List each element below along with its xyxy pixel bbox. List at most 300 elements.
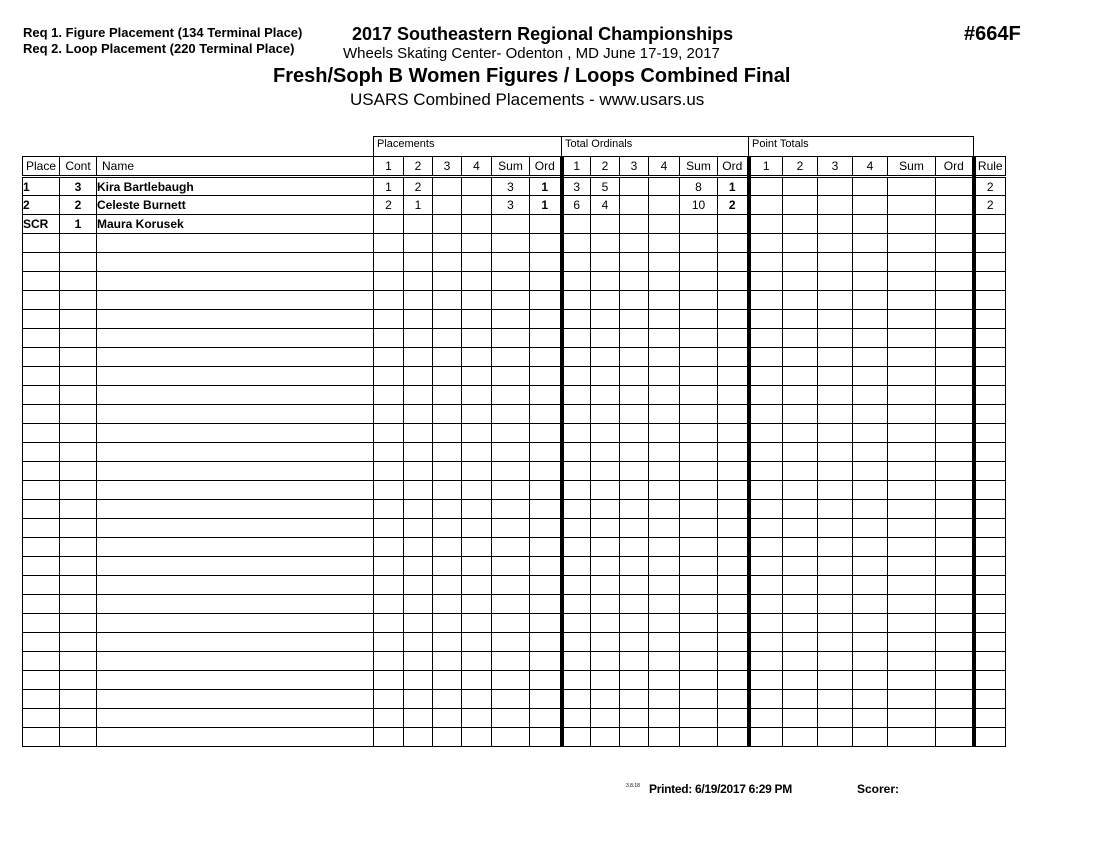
cell-point-totals-6 (936, 538, 974, 557)
cell-total-ordinals-3 (620, 272, 649, 291)
cell-placements-3 (433, 576, 462, 595)
cell-cont (60, 728, 97, 747)
cell-point-totals-2 (783, 405, 818, 424)
cell-name (97, 405, 374, 424)
cell-total-ordinals-4 (649, 519, 680, 538)
col-header-pt-sum: Sum (888, 157, 936, 177)
cell-cont (60, 348, 97, 367)
cell-total-ordinals-2 (591, 291, 620, 310)
cell-rule (974, 386, 1006, 405)
cell-placements-6 (530, 728, 562, 747)
cell-total-ordinals-2 (591, 652, 620, 671)
cell-placements-2 (404, 595, 433, 614)
cell-total-ordinals-1 (562, 652, 591, 671)
cell-name (97, 633, 374, 652)
col-header-pl-3: 3 (433, 157, 462, 177)
cell-total-ordinals-2 (591, 690, 620, 709)
cell-total-ordinals-2 (591, 405, 620, 424)
cell-placements-4 (462, 614, 492, 633)
cell-point-totals-4 (853, 500, 888, 519)
cell-total-ordinals-6 (718, 652, 749, 671)
column-header-row (23, 157, 1006, 177)
cell-rule (974, 481, 1006, 500)
cell-total-ordinals-3 (620, 234, 649, 253)
cell-placements-2 (404, 462, 433, 481)
cell-total-ordinals-6 (718, 253, 749, 272)
cell-placements-5: 3 (492, 196, 530, 215)
cell-point-totals-6 (936, 386, 974, 405)
table-row (23, 595, 1006, 614)
cell-total-ordinals-5: 8 (680, 177, 718, 196)
cell-total-ordinals-6 (718, 595, 749, 614)
cell-total-ordinals-1 (562, 709, 591, 728)
cell-placements-3 (433, 671, 462, 690)
col-header-to-sum: Sum (680, 157, 718, 177)
group-header-placements: Placements (373, 136, 562, 157)
printed-timestamp: Printed: 6/19/2017 6:29 PM (649, 782, 792, 796)
cell-rule (974, 538, 1006, 557)
cell-placements-1 (374, 690, 404, 709)
cell-placements-6 (530, 272, 562, 291)
cell-placements-4 (462, 234, 492, 253)
cell-total-ordinals-3 (620, 386, 649, 405)
cell-total-ordinals-1 (562, 405, 591, 424)
cell-place (23, 709, 60, 728)
cell-total-ordinals-1 (562, 519, 591, 538)
cell-point-totals-5 (888, 481, 936, 500)
cell-total-ordinals-4 (649, 424, 680, 443)
cell-total-ordinals-5 (680, 215, 718, 234)
cell-point-totals-4 (853, 272, 888, 291)
cell-placements-6 (530, 614, 562, 633)
cell-point-totals-5 (888, 443, 936, 462)
cell-point-totals-5 (888, 234, 936, 253)
cell-point-totals-6 (936, 633, 974, 652)
group-header-total-ordinals: Total Ordinals (561, 136, 749, 157)
cell-placements-5 (492, 291, 530, 310)
cell-placements-4 (462, 348, 492, 367)
cell-total-ordinals-5 (680, 253, 718, 272)
cell-name (97, 652, 374, 671)
cell-total-ordinals-2: 4 (591, 196, 620, 215)
cell-total-ordinals-6 (718, 329, 749, 348)
cell-total-ordinals-2 (591, 576, 620, 595)
cell-placements-4 (462, 462, 492, 481)
cell-total-ordinals-3 (620, 215, 649, 234)
cell-placements-6 (530, 671, 562, 690)
cell-placements-4 (462, 367, 492, 386)
cell-placements-4 (462, 595, 492, 614)
cell-total-ordinals-5 (680, 538, 718, 557)
cell-placements-5 (492, 348, 530, 367)
col-header-pl-sum: Sum (492, 157, 530, 177)
cell-point-totals-4 (853, 614, 888, 633)
cell-total-ordinals-2 (591, 709, 620, 728)
table-row (23, 614, 1006, 633)
cell-total-ordinals-6 (718, 405, 749, 424)
cell-total-ordinals-2 (591, 500, 620, 519)
cell-total-ordinals-3 (620, 291, 649, 310)
cell-total-ordinals-3 (620, 614, 649, 633)
cell-placements-6 (530, 329, 562, 348)
table-row (23, 690, 1006, 709)
cell-rule (974, 576, 1006, 595)
cell-total-ordinals-6: 2 (718, 196, 749, 215)
cell-point-totals-4 (853, 538, 888, 557)
cell-point-totals-1 (749, 253, 783, 272)
cell-point-totals-6 (936, 690, 974, 709)
cell-cont (60, 386, 97, 405)
cell-placements-6 (530, 348, 562, 367)
table-row (23, 519, 1006, 538)
cell-point-totals-5 (888, 196, 936, 215)
cell-placements-4 (462, 291, 492, 310)
cell-placements-6 (530, 405, 562, 424)
cell-total-ordinals-4 (649, 462, 680, 481)
cell-total-ordinals-1 (562, 557, 591, 576)
cell-total-ordinals-6 (718, 215, 749, 234)
cell-place (23, 329, 60, 348)
cell-point-totals-4 (853, 728, 888, 747)
cell-total-ordinals-4 (649, 538, 680, 557)
cell-point-totals-6 (936, 424, 974, 443)
cell-point-totals-4 (853, 329, 888, 348)
cell-point-totals-6 (936, 728, 974, 747)
cell-name: Kira Bartlebaugh (97, 177, 374, 196)
cell-rule (974, 595, 1006, 614)
cell-total-ordinals-1 (562, 348, 591, 367)
cell-placements-1 (374, 633, 404, 652)
cell-point-totals-6 (936, 291, 974, 310)
cell-total-ordinals-5 (680, 728, 718, 747)
cell-point-totals-1 (749, 177, 783, 196)
cell-total-ordinals-4 (649, 386, 680, 405)
cell-placements-3 (433, 348, 462, 367)
cell-placements-2 (404, 709, 433, 728)
table-row (23, 367, 1006, 386)
cell-placements-3 (433, 329, 462, 348)
cell-place: 1 (23, 177, 60, 196)
report-subtitle: USARS Combined Placements - www.usars.us (350, 90, 705, 109)
software-version: 3.8.18 (626, 783, 640, 789)
cell-total-ordinals-5 (680, 424, 718, 443)
cell-cont: 1 (60, 215, 97, 234)
cell-total-ordinals-2 (591, 671, 620, 690)
cell-total-ordinals-5 (680, 272, 718, 291)
cell-total-ordinals-4 (649, 614, 680, 633)
cell-point-totals-1 (749, 633, 783, 652)
cell-placements-3 (433, 462, 462, 481)
cell-point-totals-2 (783, 557, 818, 576)
cell-total-ordinals-5 (680, 652, 718, 671)
cell-cont (60, 272, 97, 291)
cell-total-ordinals-6 (718, 500, 749, 519)
cell-point-totals-1 (749, 519, 783, 538)
col-header-pt-ord: Ord (936, 157, 974, 177)
cell-total-ordinals-5 (680, 329, 718, 348)
cell-point-totals-2 (783, 576, 818, 595)
cell-placements-5 (492, 272, 530, 291)
cell-rule (974, 709, 1006, 728)
cell-point-totals-1 (749, 405, 783, 424)
cell-placements-3 (433, 405, 462, 424)
cell-point-totals-6 (936, 443, 974, 462)
cell-point-totals-2 (783, 291, 818, 310)
cell-point-totals-2 (783, 709, 818, 728)
cell-cont (60, 633, 97, 652)
cell-total-ordinals-3 (620, 443, 649, 462)
cell-point-totals-6 (936, 576, 974, 595)
cell-placements-2 (404, 443, 433, 462)
cell-point-totals-2 (783, 614, 818, 633)
cell-place (23, 291, 60, 310)
cell-place (23, 424, 60, 443)
cell-placements-3 (433, 291, 462, 310)
cell-point-totals-5 (888, 215, 936, 234)
col-header-pl-2: 2 (404, 157, 433, 177)
cell-point-totals-1 (749, 538, 783, 557)
cell-total-ordinals-2 (591, 215, 620, 234)
cell-point-totals-4 (853, 443, 888, 462)
cell-placements-3 (433, 633, 462, 652)
cell-placements-1 (374, 538, 404, 557)
table-row (23, 310, 1006, 329)
cell-placements-1 (374, 386, 404, 405)
cell-place (23, 386, 60, 405)
cell-total-ordinals-4 (649, 291, 680, 310)
cell-placements-5: 3 (492, 177, 530, 196)
cell-placements-1 (374, 367, 404, 386)
cell-point-totals-2 (783, 348, 818, 367)
cell-total-ordinals-3 (620, 728, 649, 747)
cell-point-totals-3 (818, 538, 853, 557)
cell-point-totals-3 (818, 424, 853, 443)
cell-total-ordinals-5 (680, 481, 718, 500)
cell-point-totals-6 (936, 329, 974, 348)
cell-total-ordinals-4 (649, 671, 680, 690)
cell-point-totals-5 (888, 538, 936, 557)
cell-point-totals-5 (888, 462, 936, 481)
cell-total-ordinals-3 (620, 595, 649, 614)
cell-total-ordinals-2 (591, 595, 620, 614)
cell-total-ordinals-4 (649, 557, 680, 576)
cell-point-totals-1 (749, 709, 783, 728)
cell-rule (974, 291, 1006, 310)
cell-placements-1 (374, 576, 404, 595)
cell-total-ordinals-3 (620, 253, 649, 272)
cell-placements-6 (530, 652, 562, 671)
cell-placements-3 (433, 690, 462, 709)
cell-placements-2 (404, 690, 433, 709)
cell-place (23, 690, 60, 709)
col-header-pt-4: 4 (853, 157, 888, 177)
cell-place (23, 576, 60, 595)
cell-placements-4 (462, 709, 492, 728)
cell-total-ordinals-6: 1 (718, 177, 749, 196)
cell-placements-3 (433, 519, 462, 538)
cell-rule (974, 234, 1006, 253)
cell-total-ordinals-6 (718, 671, 749, 690)
cell-point-totals-3 (818, 481, 853, 500)
cell-total-ordinals-1 (562, 386, 591, 405)
cell-placements-2 (404, 424, 433, 443)
cell-total-ordinals-6 (718, 557, 749, 576)
cell-rule (974, 253, 1006, 272)
cell-placements-2 (404, 519, 433, 538)
cell-point-totals-6 (936, 652, 974, 671)
cell-place (23, 652, 60, 671)
cell-placements-3 (433, 253, 462, 272)
table-row (23, 329, 1006, 348)
table-row (23, 557, 1006, 576)
cell-point-totals-4 (853, 348, 888, 367)
cell-placements-1 (374, 329, 404, 348)
cell-rule (974, 614, 1006, 633)
cell-place (23, 234, 60, 253)
cell-point-totals-3 (818, 272, 853, 291)
cell-total-ordinals-3 (620, 196, 649, 215)
cell-total-ordinals-6 (718, 386, 749, 405)
cell-point-totals-3 (818, 462, 853, 481)
cell-total-ordinals-1 (562, 329, 591, 348)
cell-placements-4 (462, 253, 492, 272)
cell-total-ordinals-1 (562, 614, 591, 633)
cell-placements-4 (462, 690, 492, 709)
cell-total-ordinals-1 (562, 272, 591, 291)
cell-cont (60, 576, 97, 595)
cell-point-totals-5 (888, 177, 936, 196)
cell-point-totals-1 (749, 234, 783, 253)
cell-point-totals-3 (818, 576, 853, 595)
cell-total-ordinals-3 (620, 538, 649, 557)
cell-point-totals-1 (749, 614, 783, 633)
cell-rule (974, 329, 1006, 348)
cell-total-ordinals-5 (680, 310, 718, 329)
col-header-pl-1: 1 (374, 157, 404, 177)
event-name: Fresh/Soph B Women Figures / Loops Combined Final (273, 65, 791, 87)
cell-placements-3 (433, 595, 462, 614)
cell-placements-6 (530, 633, 562, 652)
table-row (23, 652, 1006, 671)
cell-point-totals-1 (749, 443, 783, 462)
cell-total-ordinals-2 (591, 462, 620, 481)
cell-total-ordinals-4 (649, 310, 680, 329)
cell-place (23, 538, 60, 557)
col-header-pl-ord: Ord (530, 157, 562, 177)
cell-place (23, 405, 60, 424)
cell-point-totals-4 (853, 709, 888, 728)
cell-total-ordinals-3 (620, 367, 649, 386)
cell-total-ordinals-2 (591, 310, 620, 329)
cell-total-ordinals-3 (620, 348, 649, 367)
cell-point-totals-2 (783, 329, 818, 348)
results-table (22, 156, 1006, 747)
cell-placements-4 (462, 405, 492, 424)
cell-total-ordinals-2 (591, 519, 620, 538)
cell-total-ordinals-5 (680, 633, 718, 652)
cell-point-totals-5 (888, 424, 936, 443)
col-header-name: Name (97, 157, 374, 177)
cell-total-ordinals-3 (620, 557, 649, 576)
cell-point-totals-3 (818, 405, 853, 424)
cell-cont (60, 595, 97, 614)
cell-point-totals-2 (783, 652, 818, 671)
cell-placements-5 (492, 576, 530, 595)
cell-name (97, 291, 374, 310)
cell-name (97, 671, 374, 690)
cell-point-totals-6 (936, 234, 974, 253)
cell-placements-4 (462, 557, 492, 576)
cell-placements-1 (374, 595, 404, 614)
cell-placements-2 (404, 386, 433, 405)
cell-total-ordinals-1 (562, 728, 591, 747)
col-header-pt-2: 2 (783, 157, 818, 177)
cell-point-totals-5 (888, 690, 936, 709)
cell-total-ordinals-3 (620, 329, 649, 348)
cell-total-ordinals-2 (591, 557, 620, 576)
cell-placements-6 (530, 557, 562, 576)
cell-placements-5 (492, 671, 530, 690)
cell-name (97, 386, 374, 405)
cell-rule (974, 348, 1006, 367)
cell-place (23, 443, 60, 462)
cell-name (97, 253, 374, 272)
cell-placements-3 (433, 386, 462, 405)
cell-total-ordinals-2 (591, 272, 620, 291)
cell-place (23, 633, 60, 652)
cell-point-totals-1 (749, 500, 783, 519)
cell-total-ordinals-4 (649, 405, 680, 424)
cell-placements-3 (433, 215, 462, 234)
cell-total-ordinals-4 (649, 177, 680, 196)
cell-point-totals-1 (749, 576, 783, 595)
cell-placements-3 (433, 709, 462, 728)
cell-point-totals-5 (888, 671, 936, 690)
cell-name (97, 500, 374, 519)
cell-placements-2 (404, 367, 433, 386)
cell-placements-1 (374, 614, 404, 633)
cell-point-totals-3 (818, 310, 853, 329)
cell-rule (974, 519, 1006, 538)
cell-point-totals-1 (749, 652, 783, 671)
cell-name (97, 481, 374, 500)
cell-total-ordinals-5 (680, 576, 718, 595)
cell-placements-4 (462, 633, 492, 652)
cell-placements-2 (404, 215, 433, 234)
cell-rule: 2 (974, 196, 1006, 215)
cell-placements-4 (462, 652, 492, 671)
cell-placements-5 (492, 234, 530, 253)
cell-point-totals-4 (853, 576, 888, 595)
requirement-2: Req 2. Loop Placement (220 Terminal Place) (23, 41, 295, 56)
cell-point-totals-1 (749, 671, 783, 690)
cell-name (97, 709, 374, 728)
cell-place (23, 481, 60, 500)
cell-point-totals-4 (853, 405, 888, 424)
cell-total-ordinals-5 (680, 595, 718, 614)
cell-point-totals-6 (936, 481, 974, 500)
cell-rule (974, 367, 1006, 386)
cell-point-totals-5 (888, 557, 936, 576)
cell-placements-4 (462, 272, 492, 291)
venue-date: Wheels Skating Center- Odenton , MD June 17-19, 2017 (343, 45, 720, 62)
col-header-cont: Cont (60, 157, 97, 177)
cell-point-totals-5 (888, 367, 936, 386)
cell-total-ordinals-4 (649, 215, 680, 234)
cell-rule (974, 443, 1006, 462)
cell-placements-5 (492, 310, 530, 329)
cell-placements-1 (374, 272, 404, 291)
